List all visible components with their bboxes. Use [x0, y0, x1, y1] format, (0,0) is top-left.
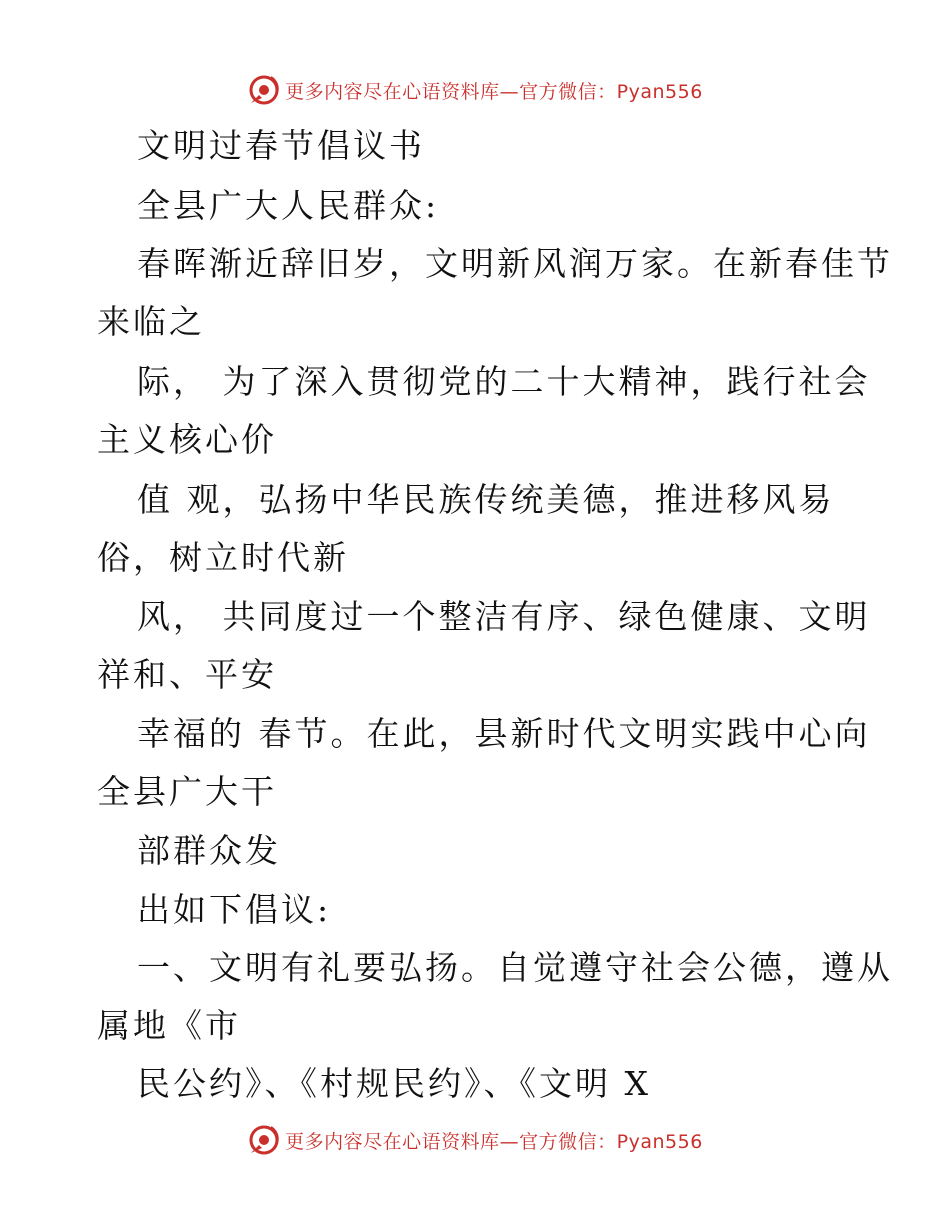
watermark-banner-bottom — [0, 1120, 950, 1160]
text-line: 部群众发 — [137, 831, 281, 870]
text-line: 一、文明有礼要弘扬。自觉遵守社会公德，遵从 — [137, 948, 893, 987]
text-line: 民公约》、《村规民约》、《文明 X — [137, 1064, 651, 1103]
text-line: 祥和、平安 — [97, 655, 277, 694]
text-line: 出如下倡议: — [137, 890, 332, 929]
pen-logo-icon — [247, 1123, 281, 1157]
text-line: 全县广大干 — [97, 772, 277, 811]
text-line: 来临之 — [97, 302, 205, 341]
text-line: 值 观，弘扬中华民族传统美德，推进移风易 — [137, 480, 835, 519]
text-line: 主义核心价 — [97, 420, 277, 459]
text-line: 俗，树立时代新 — [97, 538, 349, 577]
text-line: 风， 共同度过一个整洁有序、绿色健康、文明 — [137, 597, 871, 636]
watermark-text: 更多内容尽在心语资料库—官方微信：Pyan556 — [285, 80, 703, 103]
text-line: 幸福的 春节。在此，县新时代文明实践中心向 — [137, 714, 871, 753]
salutation: 全县广大人民群众: — [137, 186, 440, 225]
watermark-text: 更多内容尽在心语资料库—官方微信：Pyan556 — [285, 1130, 703, 1153]
text-line: 春晖渐近辞旧岁，文明新风润万家。在新春佳节 — [137, 244, 893, 283]
text-line: 际， 为了深入贯彻党的二十大精神，践行社会 — [137, 362, 871, 401]
document-title: 文明过春节倡议书 — [137, 126, 425, 165]
text-line: 属地《市 — [97, 1006, 241, 1045]
